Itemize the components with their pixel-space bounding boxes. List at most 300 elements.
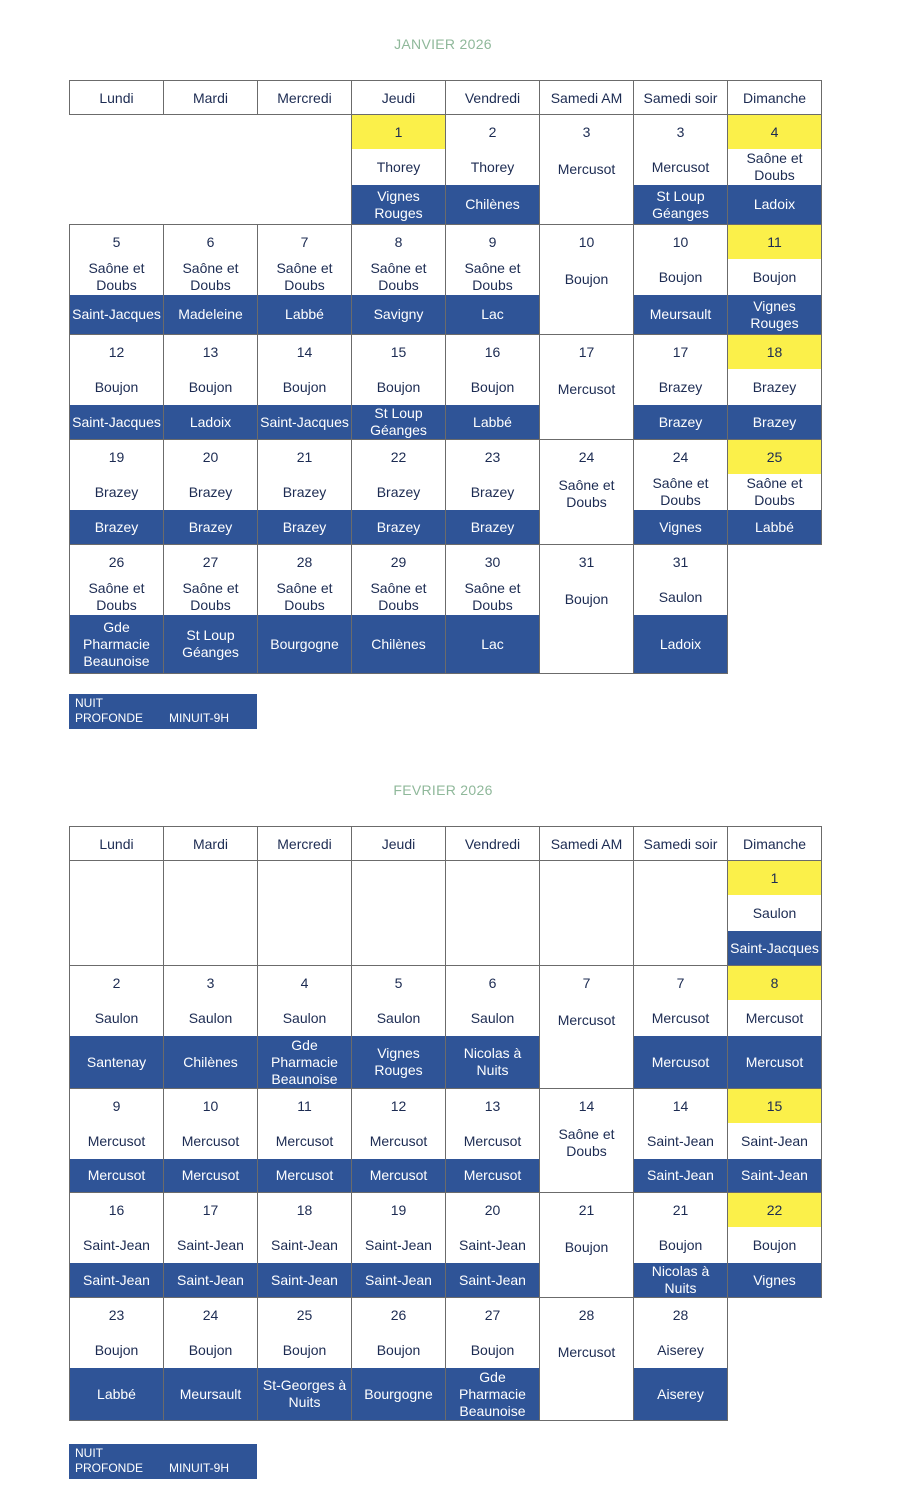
day-cell — [164, 545, 258, 674]
week-row — [70, 440, 822, 545]
day-cell-content — [540, 966, 633, 1088]
day-cell-content — [164, 335, 257, 439]
day-number: 4 — [300, 975, 309, 991]
night-pharmacy: Brazey — [352, 510, 445, 544]
day-number: 20 — [484, 1202, 501, 1218]
day-pharmacy: Saône et Doubs — [370, 580, 427, 613]
day-number: 3 — [206, 975, 215, 991]
day-cell-content — [352, 440, 445, 544]
night-pharmacy: Saint-Jean — [446, 1263, 539, 1297]
day-number: 9 — [488, 234, 497, 250]
cell-spacer — [540, 299, 633, 334]
day-pharmacy: Thorey — [376, 158, 421, 175]
night-pharmacy: Brazey — [446, 510, 539, 544]
day-pharmacy: Saint-Jean — [271, 1236, 338, 1253]
column-header: Jeudi — [352, 81, 446, 115]
day-cell-content — [352, 545, 445, 673]
day-pharmacy: Saulon — [94, 1009, 139, 1026]
day-number: 17 — [672, 344, 689, 360]
day-cell — [634, 1298, 728, 1421]
day-cell-content — [634, 335, 727, 439]
day-number: 5 — [112, 234, 121, 250]
column-header: Vendredi — [446, 81, 540, 115]
night-pharmacy: Ladoix — [728, 185, 821, 224]
day-cell-content — [728, 335, 821, 439]
week-row — [70, 115, 822, 225]
day-pharmacy: Saulon — [470, 1009, 515, 1026]
column-header: Dimanche — [728, 81, 822, 115]
night-pharmacy: Lac — [446, 295, 539, 334]
night-pharmacy: Saint-Jacques — [70, 405, 163, 439]
legend-hours: MINUIT-9H — [169, 711, 229, 725]
blank-day-cell — [164, 861, 258, 966]
day-number: 10 — [202, 1098, 219, 1114]
day-number: 28 — [672, 1307, 689, 1323]
day-pharmacy: Boujon — [94, 378, 139, 395]
day-cell — [70, 545, 164, 674]
day-cell — [728, 225, 822, 335]
day-pharmacy: Mercusot — [275, 1132, 334, 1149]
day-number: 7 — [300, 234, 309, 250]
month-title-fevrier: FEVRIER 2026 — [393, 782, 493, 798]
day-pharmacy: Saône et Doubs — [558, 477, 615, 510]
night-pharmacy: Mercusot — [728, 1036, 821, 1088]
day-cell-content — [446, 1089, 539, 1192]
day-number: 8 — [394, 234, 403, 250]
day-number: 26 — [108, 554, 125, 570]
day-cell — [634, 545, 728, 674]
night-pharmacy: Saint-Jean — [164, 1263, 257, 1297]
calendar-table-fevrier — [69, 826, 822, 1421]
day-cell-content — [258, 545, 351, 673]
night-pharmacy: Bourgogne — [352, 1368, 445, 1420]
day-pharmacy: Boujon — [658, 1236, 703, 1253]
day-cell-content — [540, 115, 633, 224]
day-number: 28 — [296, 554, 313, 570]
night-pharmacy: Vignes Rouges — [352, 185, 445, 224]
night-pharmacy: Brazey — [164, 510, 257, 544]
day-cell — [164, 225, 258, 335]
day-pharmacy: Thorey — [470, 158, 515, 175]
night-pharmacy: Mercusot — [70, 1159, 163, 1192]
day-pharmacy: Saône et Doubs — [182, 580, 239, 613]
column-header: Mardi — [164, 827, 258, 861]
day-cell-content — [634, 1298, 727, 1420]
day-number: 21 — [672, 1202, 689, 1218]
day-cell-content — [446, 1193, 539, 1297]
day-number: 16 — [484, 344, 501, 360]
empty-cell — [258, 115, 352, 225]
day-cell-content — [446, 440, 539, 544]
night-pharmacy: Vignes Rouges — [728, 295, 821, 334]
day-cell-content — [258, 440, 351, 544]
day-pharmacy: Saône et Doubs — [88, 580, 145, 613]
day-cell-content — [70, 225, 163, 334]
column-header: Jeudi — [352, 827, 446, 861]
night-pharmacy: Brazey — [70, 510, 163, 544]
day-number: 10 — [672, 234, 689, 250]
day-cell — [540, 115, 634, 225]
week-row — [70, 225, 822, 335]
day-cell-content — [728, 1089, 821, 1192]
day-pharmacy: Saint-Jean — [647, 1132, 714, 1149]
night-pharmacy: St Loup Géanges — [352, 405, 445, 439]
night-pharmacy: Labbé — [446, 405, 539, 439]
column-header: Samedi soir — [634, 827, 728, 861]
night-pharmacy: Vignes — [728, 1263, 821, 1297]
day-pharmacy: Saône et Doubs — [746, 475, 803, 508]
day-cell-content — [258, 966, 351, 1088]
day-cell — [540, 545, 634, 674]
empty-cell — [728, 545, 822, 674]
day-pharmacy: Saône et Doubs — [88, 260, 145, 293]
day-cell-content — [540, 335, 633, 439]
day-cell-content — [164, 225, 257, 334]
day-pharmacy: Saône et Doubs — [746, 150, 803, 183]
day-number: 14 — [296, 344, 313, 360]
day-cell-content — [70, 440, 163, 544]
day-cell — [70, 1193, 164, 1298]
day-pharmacy: Saône et Doubs — [276, 260, 333, 293]
day-pharmacy: Boujon — [94, 1341, 139, 1358]
sunday-day-number: 25 — [728, 440, 821, 474]
day-cell-content — [540, 1089, 633, 1192]
day-pharmacy: Mercusot — [651, 1009, 710, 1026]
day-pharmacy: Mercusot — [745, 1009, 804, 1026]
day-pharmacy: Saône et Doubs — [558, 1126, 615, 1159]
day-cell — [258, 966, 352, 1089]
day-cell — [164, 1089, 258, 1193]
day-pharmacy: Brazey — [188, 483, 233, 500]
day-cell — [540, 225, 634, 335]
night-pharmacy: Saint-Jacques — [728, 931, 821, 965]
day-pharmacy: Boujon — [376, 378, 421, 395]
night-pharmacy: Santenay — [70, 1036, 163, 1088]
day-cell — [258, 225, 352, 335]
day-pharmacy: Boujon — [752, 268, 797, 285]
column-header: Lundi — [70, 81, 164, 115]
day-cell-content — [540, 1298, 633, 1420]
week-row — [70, 966, 822, 1089]
day-cell-content — [164, 1089, 257, 1192]
night-pharmacy: Labbé — [728, 510, 821, 544]
sunday-day-number: 15 — [728, 1089, 821, 1123]
day-cell — [70, 335, 164, 440]
night-pharmacy: Mercusot — [258, 1159, 351, 1192]
day-pharmacy: Saint-Jean — [365, 1236, 432, 1253]
night-pharmacy: Labbé — [70, 1368, 163, 1420]
day-pharmacy: Saône et Doubs — [464, 580, 521, 613]
day-cell-content — [540, 545, 633, 673]
day-cell-content — [258, 225, 351, 334]
column-header: Mardi — [164, 81, 258, 115]
day-number: 2 — [488, 124, 497, 140]
legend-hours: MINUIT-9H — [169, 1461, 229, 1475]
night-pharmacy: Vignes — [634, 510, 727, 544]
day-number: 28 — [578, 1307, 595, 1323]
day-cell — [70, 1089, 164, 1193]
column-header: Samedi AM — [540, 81, 634, 115]
day-pharmacy: Saône et Doubs — [370, 260, 427, 293]
day-cell-content — [164, 440, 257, 544]
day-number: 14 — [672, 1098, 689, 1114]
column-header: Mercredi — [258, 827, 352, 861]
day-cell — [258, 545, 352, 674]
day-pharmacy: Mercusot — [87, 1132, 146, 1149]
day-number: 7 — [676, 975, 685, 991]
day-cell — [728, 861, 822, 966]
day-cell-content — [540, 1193, 633, 1297]
day-pharmacy: Brazey — [94, 483, 139, 500]
sunday-day-number: 18 — [728, 335, 821, 369]
day-number: 10 — [578, 234, 595, 250]
day-cell — [258, 1193, 352, 1298]
blank-day-cell — [446, 861, 540, 966]
column-header: Samedi AM — [540, 827, 634, 861]
day-number: 18 — [296, 1202, 313, 1218]
day-cell-content — [70, 545, 163, 673]
night-pharmacy: Gde Pharmacie Beaunoise — [446, 1368, 539, 1420]
day-pharmacy: Boujon — [282, 378, 327, 395]
night-pharmacy: Nicolas à Nuits — [446, 1036, 539, 1088]
day-cell-content — [164, 1193, 257, 1297]
day-pharmacy: Mercusot — [557, 1011, 616, 1028]
night-pharmacy: Saint-Jacques — [258, 405, 351, 439]
day-number: 13 — [202, 344, 219, 360]
night-pharmacy: St-Georges à Nuits — [258, 1368, 351, 1420]
cell-spacer — [540, 409, 633, 439]
day-number: 25 — [296, 1307, 313, 1323]
column-header: Lundi — [70, 827, 164, 861]
day-number: 6 — [206, 234, 215, 250]
day-cell-content — [258, 1193, 351, 1297]
day-cell-content — [352, 1089, 445, 1192]
day-cell-content — [70, 1089, 163, 1192]
day-pharmacy: Saulon — [376, 1009, 421, 1026]
night-pharmacy: Ladoix — [164, 405, 257, 439]
day-cell-content — [258, 335, 351, 439]
day-cell-content — [352, 1193, 445, 1297]
sunday-day-number: 4 — [728, 115, 821, 149]
week-row — [70, 1298, 822, 1421]
night-pharmacy: Saint-Jean — [70, 1263, 163, 1297]
day-pharmacy: Brazey — [470, 483, 515, 500]
day-number: 3 — [582, 124, 591, 140]
night-pharmacy: Chilènes — [352, 615, 445, 673]
night-pharmacy: Madeleine — [164, 295, 257, 334]
day-pharmacy: Boujon — [564, 590, 609, 607]
day-cell — [164, 1193, 258, 1298]
day-cell-content — [352, 335, 445, 439]
night-pharmacy: Mercusot — [446, 1159, 539, 1192]
night-pharmacy: Brazey — [634, 405, 727, 439]
day-cell-content — [164, 1298, 257, 1420]
night-pharmacy: Gde Pharmacie Beaunoise — [70, 615, 163, 673]
day-cell — [352, 115, 446, 225]
day-pharmacy: Boujon — [188, 378, 233, 395]
day-cell-content — [258, 1089, 351, 1192]
day-cell — [352, 1089, 446, 1193]
day-cell — [70, 966, 164, 1089]
column-header: Mercredi — [258, 81, 352, 115]
day-cell — [634, 335, 728, 440]
day-number: 11 — [297, 1098, 312, 1114]
column-header: Samedi soir — [634, 81, 728, 115]
night-pharmacy: Mercusot — [164, 1159, 257, 1192]
day-cell-content — [352, 966, 445, 1088]
day-cell-content — [446, 335, 539, 439]
header-row — [70, 81, 822, 115]
day-number: 31 — [578, 554, 595, 570]
day-pharmacy: Boujon — [752, 1236, 797, 1253]
day-pharmacy: Brazey — [282, 483, 327, 500]
day-cell-content — [634, 440, 727, 544]
night-pharmacy: St Loup Géanges — [164, 615, 257, 673]
day-number: 26 — [390, 1307, 407, 1323]
day-number: 19 — [108, 449, 125, 465]
day-cell-content — [540, 225, 633, 334]
day-cell-content — [446, 966, 539, 1088]
day-cell — [352, 335, 446, 440]
legend-line2: PROFONDE — [75, 1461, 144, 1475]
day-pharmacy: Mercusot — [557, 1343, 616, 1360]
day-cell-content — [70, 1193, 163, 1297]
day-number: 24 — [672, 449, 689, 465]
day-cell-content — [164, 545, 257, 673]
night-pharmacy: Vignes Rouges — [352, 1036, 445, 1088]
day-cell — [540, 1193, 634, 1298]
day-cell-content — [70, 966, 163, 1088]
day-cell — [70, 225, 164, 335]
day-number: 27 — [202, 554, 219, 570]
night-pharmacy: Chilènes — [164, 1036, 257, 1088]
day-cell-content — [446, 1298, 539, 1420]
night-pharmacy: Aiserey — [634, 1368, 727, 1420]
day-number: 23 — [484, 449, 501, 465]
night-pharmacy: Mercusot — [352, 1159, 445, 1192]
day-cell — [540, 1298, 634, 1421]
day-number: 13 — [484, 1098, 501, 1114]
day-cell — [446, 966, 540, 1089]
empty-cell — [164, 115, 258, 225]
day-pharmacy: Aiserey — [657, 1341, 704, 1358]
night-pharmacy: Saint-Jacques — [70, 295, 163, 334]
day-cell-content — [634, 545, 727, 673]
day-number: 5 — [394, 975, 403, 991]
day-cell — [446, 440, 540, 545]
day-number: 23 — [108, 1307, 125, 1323]
day-cell — [164, 335, 258, 440]
day-cell — [634, 115, 728, 225]
day-number: 27 — [484, 1307, 501, 1323]
night-pharmacy: St Loup Géanges — [634, 185, 727, 224]
day-cell — [446, 545, 540, 674]
legend-nuit-profonde — [69, 694, 257, 729]
day-number: 2 — [112, 975, 121, 991]
day-number: 6 — [488, 975, 497, 991]
day-cell — [70, 1298, 164, 1421]
day-cell — [258, 1089, 352, 1193]
night-pharmacy: Meursault — [634, 295, 727, 334]
sunday-day-number: 22 — [728, 1193, 821, 1227]
sunday-day-number: 1 — [728, 861, 821, 895]
column-header: Vendredi — [446, 827, 540, 861]
night-pharmacy: Labbé — [258, 295, 351, 334]
day-pharmacy: Saint-Jean — [741, 1132, 808, 1149]
day-number: 21 — [296, 449, 313, 465]
day-cell — [446, 225, 540, 335]
night-pharmacy: Brazey — [258, 510, 351, 544]
day-cell-content — [70, 1298, 163, 1420]
day-number: 24 — [578, 449, 595, 465]
day-cell — [634, 966, 728, 1089]
sunday-day-number: 11 — [728, 225, 821, 259]
day-pharmacy: Boujon — [282, 1341, 327, 1358]
day-cell — [352, 225, 446, 335]
sunday-day-number: 1 — [352, 115, 445, 149]
blank-day-cell — [540, 861, 634, 966]
night-pharmacy: Saint-Jean — [728, 1159, 821, 1192]
blank-day-cell — [258, 861, 352, 966]
day-cell — [258, 335, 352, 440]
day-cell — [540, 440, 634, 545]
day-cell — [352, 1193, 446, 1298]
cell-spacer — [540, 1163, 633, 1192]
night-pharmacy: Savigny — [352, 295, 445, 334]
day-cell — [352, 1298, 446, 1421]
column-header: Dimanche — [728, 827, 822, 861]
day-cell — [728, 966, 822, 1089]
day-pharmacy: Boujon — [658, 268, 703, 285]
month-title-janvier: JANVIER 2026 — [394, 36, 492, 52]
week-row — [70, 1089, 822, 1193]
day-pharmacy: Boujon — [376, 1341, 421, 1358]
day-cell — [728, 335, 822, 440]
day-pharmacy: Brazey — [376, 483, 421, 500]
day-pharmacy: Boujon — [470, 378, 515, 395]
night-pharmacy: Mercusot — [634, 1036, 727, 1088]
week-row — [70, 335, 822, 440]
day-number: 7 — [582, 975, 591, 991]
cell-spacer — [540, 619, 633, 673]
legend-line1: NUIT — [75, 696, 103, 710]
day-pharmacy: Saulon — [658, 588, 703, 605]
day-pharmacy: Saint-Jean — [83, 1236, 150, 1253]
legend-line1: NUIT — [75, 1446, 103, 1460]
day-number: 29 — [390, 554, 407, 570]
night-pharmacy: Saint-Jean — [634, 1159, 727, 1192]
day-cell-content — [634, 225, 727, 334]
legend-nuit-profonde-2 — [69, 1444, 257, 1479]
blank-day-cell — [352, 861, 446, 966]
day-cell-content — [728, 440, 821, 544]
day-cell-content — [634, 966, 727, 1088]
night-pharmacy: Ladoix — [634, 615, 727, 673]
day-cell — [164, 1298, 258, 1421]
header-row — [70, 827, 822, 861]
day-pharmacy: Mercusot — [369, 1132, 428, 1149]
empty-cell — [70, 115, 164, 225]
day-cell-content — [352, 115, 445, 224]
day-number: 30 — [484, 554, 501, 570]
day-cell-content — [70, 335, 163, 439]
day-number: 19 — [390, 1202, 407, 1218]
day-cell — [634, 1193, 728, 1298]
day-cell — [634, 440, 728, 545]
day-number: 16 — [108, 1202, 125, 1218]
day-cell-content — [164, 966, 257, 1088]
day-pharmacy: Boujon — [564, 1238, 609, 1255]
